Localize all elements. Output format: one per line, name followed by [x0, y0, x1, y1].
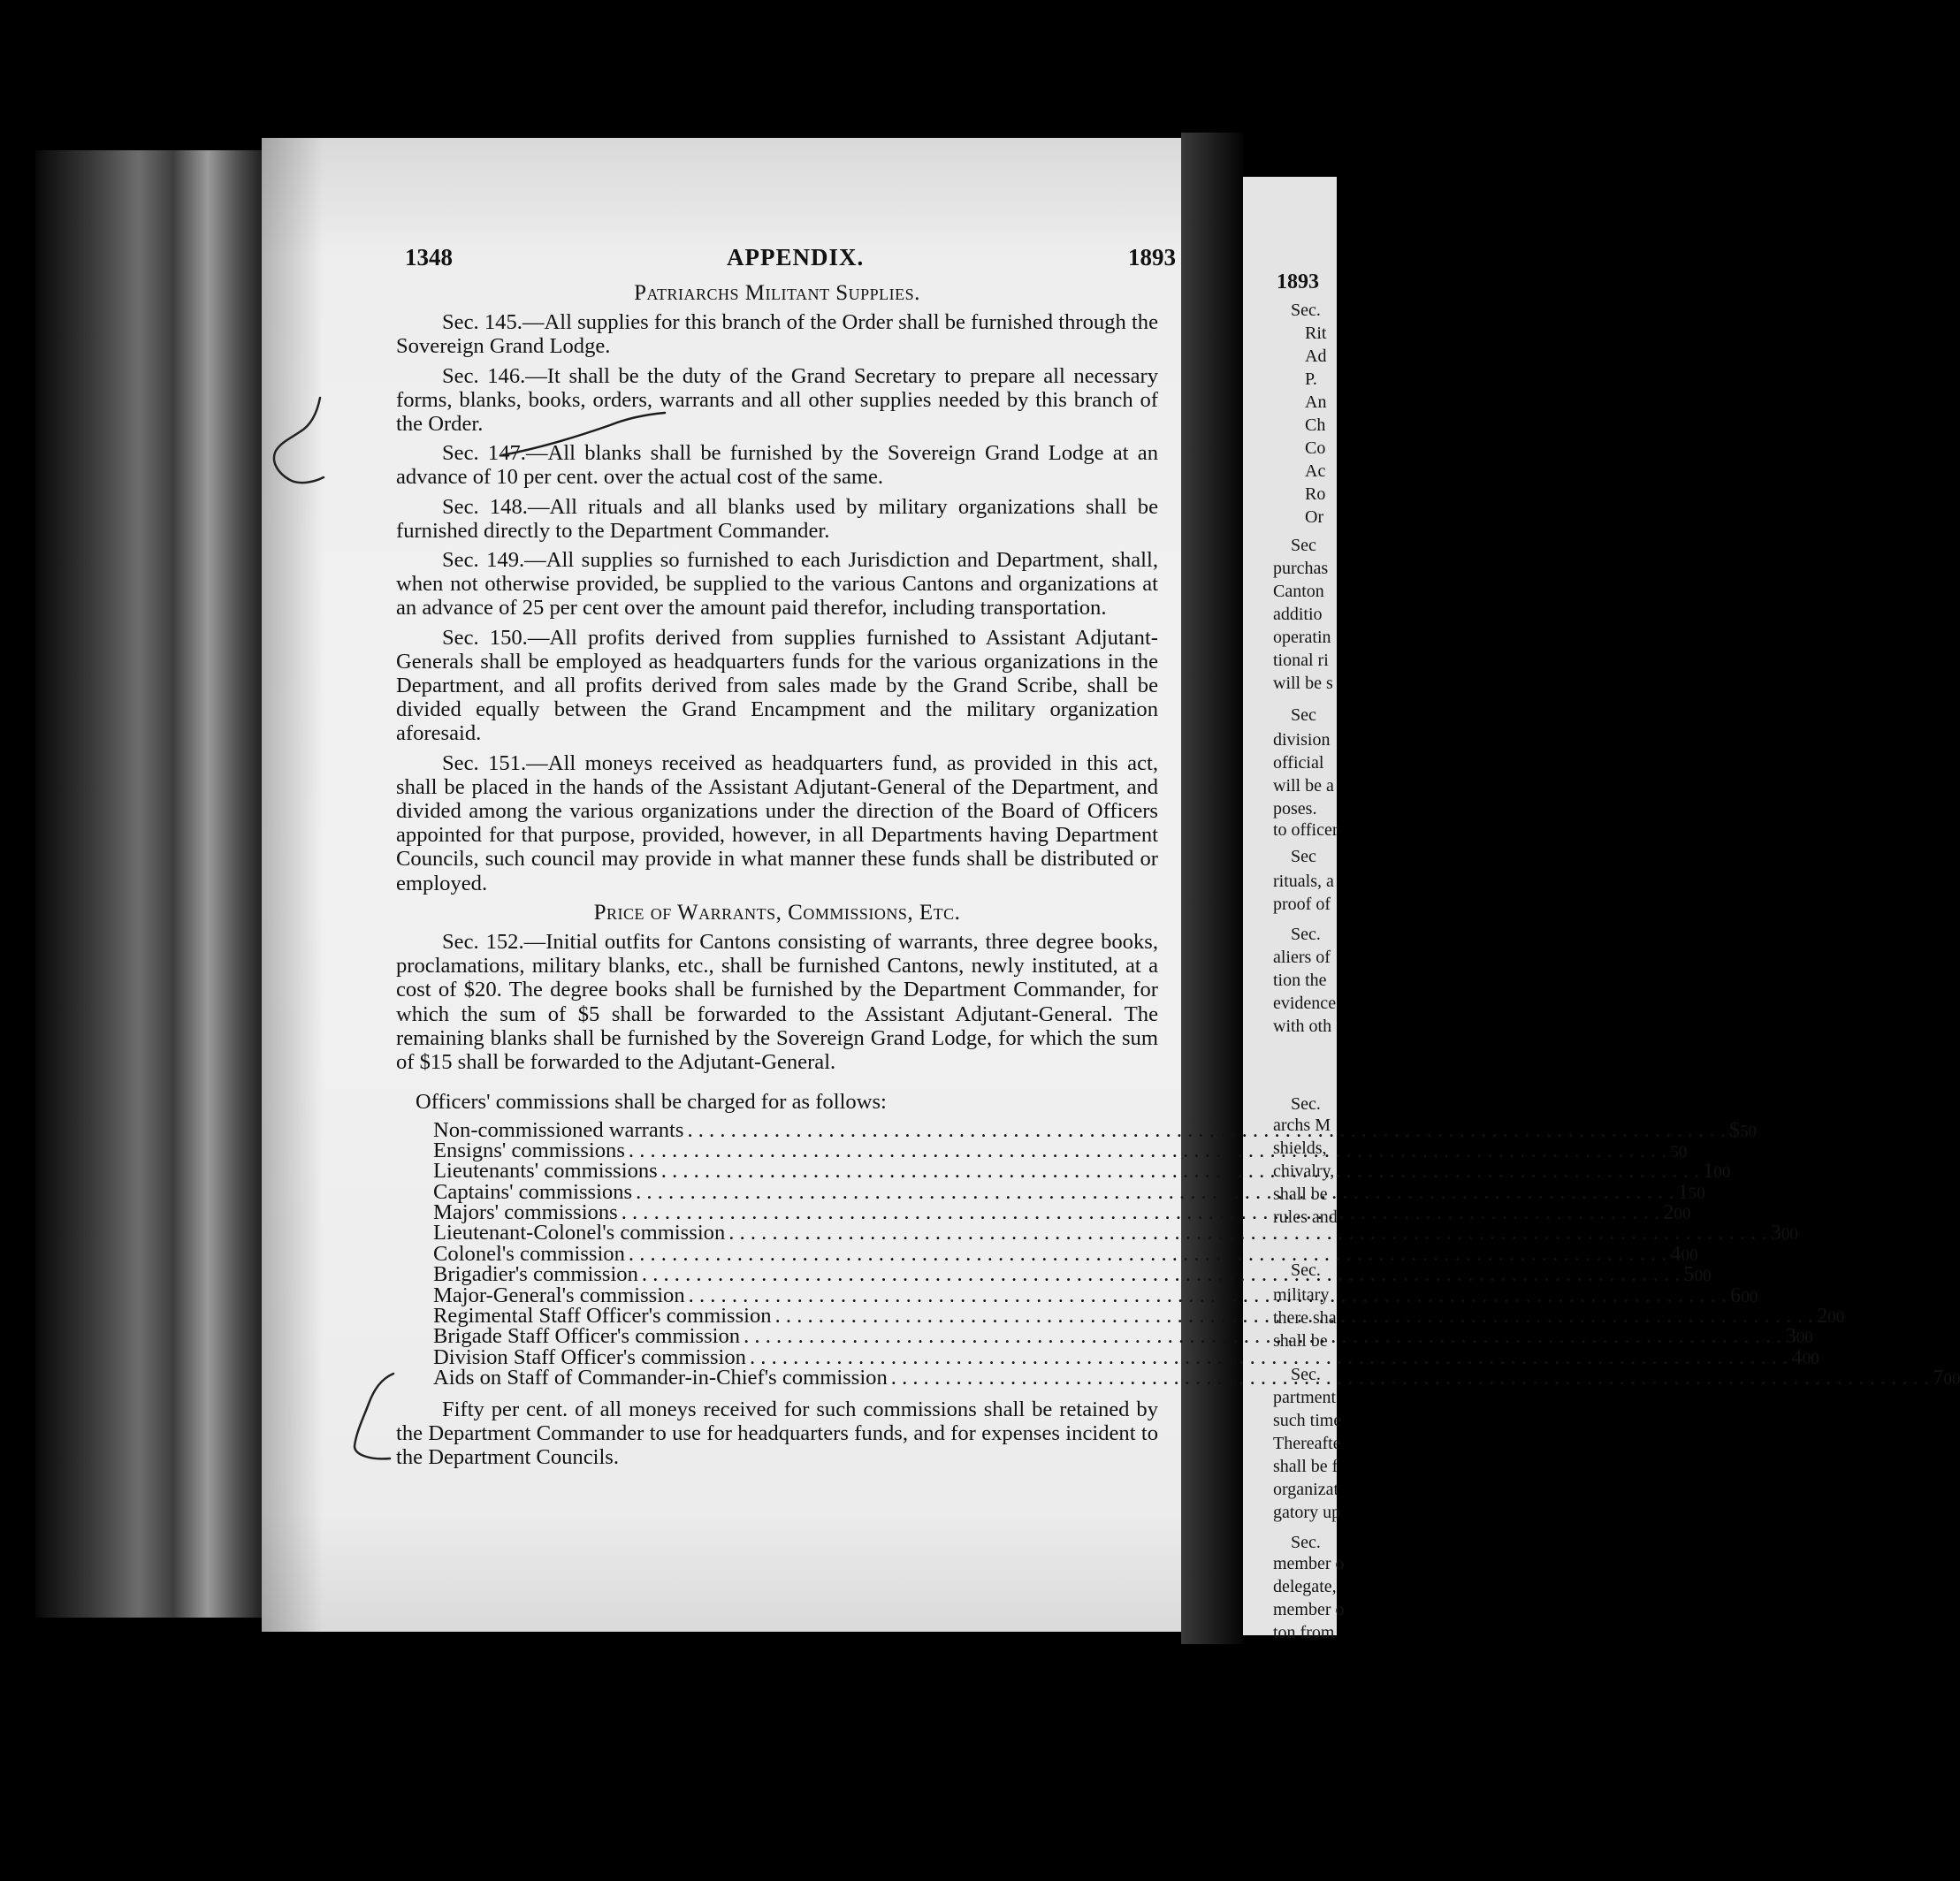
paragraph: Sec. 152.—Initial outfits for Cantons consisting of warrants, three degree books, proclamations, military blanks, etc., shall be furnished Cantons, newly instituted, at a cost of $20. The degree books shall be furnished by the Department Commander, for which the sum of $5 shall be forwarded to the Assistant Adjutant-General. The remaining blanks shall be furnished by the Sovereign Grand Lodge, for which the sum of $15 shall be forwarded to the Adjutant-General. [396, 930, 1158, 1075]
price-cents: 00 [1694, 1267, 1712, 1286]
facing-page-fragment: partment [1273, 1388, 1337, 1407]
facing-page-fragment: there sha [1273, 1308, 1337, 1328]
pencil-bracket-mark [349, 1368, 411, 1466]
price-dollars: 5 [1683, 1262, 1695, 1287]
facing-page-fragment: ton from [1273, 1623, 1335, 1642]
facing-page-fragment: Co [1305, 438, 1326, 458]
facing-page-fragment: gatory up [1273, 1503, 1341, 1522]
pencil-strike-mark [495, 402, 672, 464]
book-gutter [1181, 133, 1243, 1644]
facing-page-fragment: archs M [1273, 1116, 1331, 1135]
paragraph: Sec. 151.—All moneys received as headquarters fund, as provided in this act, shall be placed in the hands of the Assistant Adjutant-General of the Department, and divided among the various organizations under the direction of the Board of Officers appointed for that purpose, provided, however, in all Departments having Department Councils, such council may provide in what manner these funds shall be distributed or employed. [396, 750, 1158, 895]
section-title: Patriarchs Militant Supplies. [634, 281, 920, 305]
price-label: Division Staff Officer's commission [433, 1344, 746, 1369]
facing-page-fragment: Sec. [1291, 301, 1321, 320]
facing-page-fragment: tional ri [1273, 651, 1329, 670]
price-label: Brigadier's commission [433, 1262, 638, 1287]
price-label: Ensigns' commissions [433, 1138, 625, 1162]
price-row [433, 1344, 1819, 1369]
price-dollars: 1 [1677, 1179, 1689, 1204]
dot-leader [636, 1182, 1674, 1202]
running-year: 1893 [1128, 244, 1176, 270]
price-cents: 00 [1681, 1245, 1698, 1265]
facing-page-fragment: shields, [1273, 1138, 1327, 1158]
price-cents: 50 [1670, 1142, 1688, 1161]
facing-page-fragment: with oth [1273, 1017, 1332, 1036]
running-title: APPENDIX. [727, 244, 865, 270]
commissions-intro: Officers' commissions shall be charged for as follows: [416, 1090, 887, 1115]
price-dollars: 4 [1670, 1241, 1682, 1266]
facing-page-fragment: Rit [1305, 324, 1327, 343]
facing-page-fragment: evidence [1273, 994, 1337, 1013]
facing-page-fragment: Sec. [1291, 1094, 1321, 1114]
price-dollars: 3 [1785, 1324, 1796, 1349]
facing-page-fragment: such time [1273, 1411, 1342, 1430]
facing-page-fragment: rituals, a [1273, 872, 1334, 891]
facing-page-fragment: additio [1273, 605, 1323, 624]
price-cents: 00 [1802, 1349, 1819, 1368]
facing-page-fragment: Sec. [1291, 1260, 1321, 1280]
price-dollars: 6 [1730, 1283, 1742, 1307]
facing-page-year: 1893 [1277, 270, 1319, 293]
price-dollars: 3 [1770, 1221, 1781, 1245]
price-label: Brigade Staff Officer's commission [433, 1324, 741, 1349]
facing-page-fragment: Ch [1305, 415, 1326, 435]
facing-page-fragment: Sec. [1291, 925, 1321, 944]
price-currency: $ [1728, 1117, 1741, 1142]
facing-page-fragment: Sec [1291, 536, 1316, 555]
facing-page-fragment: Or [1305, 507, 1324, 527]
dot-leader [891, 1367, 1929, 1388]
facing-page-fragment: Ro [1305, 484, 1326, 504]
dot-leader [728, 1222, 1766, 1243]
facing-page-fragment: will be a [1273, 776, 1334, 796]
facing-page-fragment: Ac [1305, 461, 1326, 481]
facing-page-fragment: to officer [1273, 820, 1338, 840]
price-cents: 00 [1943, 1370, 1960, 1390]
facing-page-fragment: Canton [1273, 582, 1324, 601]
paragraph: Sec. 145.—All supplies for this branch of the Order shall be furnished through the Sovereign Grand Lodge. [396, 310, 1158, 359]
facing-page-fragment: rules and [1273, 1207, 1338, 1227]
facing-page-fragment: delegate, [1273, 1577, 1337, 1596]
price-dollars: 4 [1791, 1344, 1803, 1369]
price-label: Majors' commissions [433, 1200, 618, 1225]
facing-page-fragment: Thereafte [1273, 1434, 1341, 1453]
price-label: Lieutenants' commissions [433, 1159, 658, 1184]
facing-page-fragment: organizat [1273, 1480, 1339, 1499]
price-cents: 50 [1740, 1122, 1758, 1141]
facing-page-fragment: Sec [1291, 705, 1316, 725]
dot-leader [687, 1120, 1725, 1140]
dot-leader [629, 1244, 1666, 1264]
book-page-edges [35, 150, 265, 1618]
price-dollars: 7 [1933, 1366, 1944, 1390]
price-cents: 00 [1796, 1329, 1813, 1348]
paragraph: Sec. 148.—All rituals and all blanks used by military organizations shall be furnished directly to the Department Commander. [396, 494, 1158, 543]
price-label: Lieutenant-Colonel's commission [433, 1221, 726, 1245]
paragraph: Sec. 147.—All blanks shall be furnished by the Sovereign Grand Lodge at an advance of 10 per cent. over the actual cost of the same. [396, 441, 1158, 490]
facing-page-fragment: poses. [1273, 799, 1317, 819]
dot-leader [622, 1202, 1659, 1222]
dot-leader [689, 1285, 1727, 1306]
price-label: Colonel's commission [433, 1241, 625, 1266]
facing-page-fragment: official [1273, 753, 1324, 773]
facing-page-fragment: proof of [1273, 895, 1331, 914]
facing-page-fragment: shall be [1273, 1331, 1328, 1351]
price-dollars: 1 [1703, 1159, 1714, 1184]
dot-leader [642, 1264, 1680, 1284]
page-number: 1348 [405, 244, 453, 270]
price-cents: 00 [1781, 1225, 1798, 1245]
facing-page-fragment: Sec. [1291, 1533, 1321, 1552]
dot-leader [750, 1347, 1788, 1367]
facing-page-fragment: Sec. [1291, 1365, 1321, 1384]
price-cents: 00 [1741, 1287, 1758, 1306]
facing-page-fragment: member o [1273, 1554, 1345, 1573]
facing-page-fragment: member o [1273, 1600, 1345, 1619]
facing-page-fragment: military [1273, 1285, 1330, 1305]
price-label: Captains' commissions [433, 1179, 633, 1204]
facing-page-fragment: An [1305, 392, 1327, 412]
price-label: Major-General's commission [433, 1283, 685, 1307]
price-dollars: 2 [1663, 1200, 1674, 1225]
price-row [433, 1221, 1798, 1245]
paragraph: Sec. 146.—It shall be the duty of the Grand Secretary to prepare all necessary forms, blanks, books, orders, warrants and all other supplies needed by this branch of the Order. [396, 363, 1158, 437]
facing-page-fragment: shall be f [1273, 1457, 1338, 1476]
facing-page-fragment: aliers of [1273, 948, 1331, 967]
price-cents: 00 [1674, 1205, 1691, 1224]
facing-page-fragment: Ad [1305, 346, 1327, 366]
price-label: Regimental Staff Officer's commission [433, 1304, 772, 1329]
price-label: Aids on Staff of Commander-in-Chief's commission [433, 1366, 888, 1390]
facing-page-fragment: P. [1305, 369, 1317, 389]
price-row [433, 1241, 1698, 1266]
closing-paragraph: Fifty per cent. of all moneys received for such commissions shall be retained by the Department Commander to use for headquarters funds, and for expenses incident to the Department Councils. [396, 1397, 1158, 1469]
facing-page-fragment: Sec [1291, 847, 1316, 866]
price-cents: 50 [1688, 1184, 1705, 1203]
dot-leader [744, 1326, 1781, 1346]
price-cents: 00 [1827, 1308, 1845, 1328]
paragraph: Sec. 150.—All profits derived from supplies furnished to Assistant Adjutant-Generals shall be employed as headquarters funds for the various organizations in the Department, and all profits derived from sales made by the Grand Scribe, shall be divided equally between the Grand Encampment and the military organization aforesaid. [396, 625, 1158, 746]
facing-page-fragment: will be s [1273, 674, 1333, 693]
price-cents: 00 [1713, 1163, 1731, 1183]
section-title: Price of Warrants, Commissions, Etc. [593, 900, 961, 925]
facing-page-fragment: purchas [1273, 559, 1329, 578]
price-label: Non-commissioned warrants [433, 1117, 684, 1142]
dot-leader [661, 1161, 1699, 1181]
facing-page-fragment: shall be [1273, 1184, 1328, 1204]
facing-page-fragment: operatin [1273, 628, 1331, 647]
paragraph: Sec. 149.—All supplies so furnished to each Jurisdiction and Department, shall, when not otherwise provided, be supplied to the various Cantons and organizations at an advance of 25 per cent over the amount paid therefor, including transportation. [396, 548, 1158, 621]
facing-page-fragment: tion the [1273, 971, 1327, 990]
price-dollars: 2 [1816, 1304, 1828, 1329]
facing-page-fragment: division [1273, 730, 1331, 750]
facing-page-fragment: chivalry, [1273, 1161, 1335, 1181]
pencil-bracket-mark [265, 389, 336, 495]
dot-leader [629, 1140, 1666, 1161]
